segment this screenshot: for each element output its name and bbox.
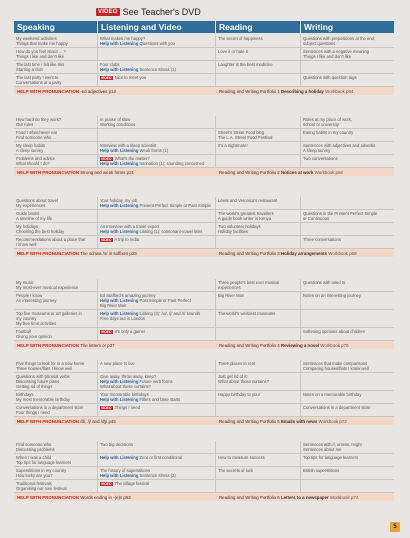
- portfolio-title: Emails with news: [280, 418, 318, 424]
- listening-text: What makes me happy?: [100, 36, 146, 41]
- pronunciation-section: [14, 170, 216, 175]
- reading-cell: Love it or hate it: [216, 48, 301, 60]
- pronunciation-bar: [14, 249, 394, 257]
- unit-block: [14, 279, 394, 349]
- speaking-cell: People I know An interesting journey: [14, 292, 98, 309]
- reading-cell: The secret of happiness: [216, 35, 301, 47]
- table-row: [14, 129, 394, 142]
- help-pronunciation-label: HELP WITH PRONUNCIATION: [17, 88, 80, 94]
- portfolio-label: Reading and Writing Portfolio 1: [219, 88, 280, 94]
- writing-cell: [301, 223, 394, 235]
- portfolio-label: Reading and Writing Portfolio 5: [219, 418, 280, 424]
- video-badge: VIDEO: [101, 482, 112, 486]
- table-row: [14, 142, 394, 155]
- listening-cell: [98, 48, 216, 60]
- speaking-cell: Conversations in a department store Four things I need: [14, 404, 98, 416]
- listening-cell: [98, 197, 216, 209]
- video-badge: VIDEO: [101, 406, 112, 410]
- portfolio-title: Letters to a newspaper: [280, 494, 329, 500]
- table-row: [14, 404, 394, 417]
- speaking-cell: Guide books A timeline of my life: [14, 210, 98, 222]
- table-row: [14, 328, 394, 341]
- help-with-listening-label: Help with Listening: [100, 298, 139, 303]
- portfolio-section: [216, 419, 394, 424]
- pronunciation-page: p13: [108, 88, 116, 94]
- reading-cell: The world's greatest travellers A guide book writer in Kenya: [216, 210, 301, 222]
- table-row: [14, 116, 394, 129]
- listening-cell: [98, 373, 216, 390]
- writing-cell: Two conversations: [303, 156, 338, 161]
- listening-text: What's the matter?: [113, 156, 150, 161]
- workbook-ref: Workbook p66: [314, 169, 343, 175]
- listening-cell: [98, 223, 216, 235]
- reading-cell: [216, 236, 301, 248]
- listening-text: Future verb forms: [138, 379, 173, 384]
- speaking-cell: Superstitions in my country How lucky are you?: [14, 467, 98, 479]
- listening-text: Two big decisions: [100, 442, 134, 447]
- table-row: [14, 35, 394, 48]
- help-pronunciation-label: HELP WITH PRONUNCIATION: [17, 169, 80, 175]
- reading-cell: The world's weirdest museums: [216, 310, 301, 327]
- listening-cell: [98, 454, 216, 466]
- listening-text: Nice to meet you: [113, 75, 147, 80]
- reading-cell: [216, 155, 301, 167]
- table-row: [14, 155, 394, 168]
- listening-text: What about these curtains?: [100, 384, 151, 389]
- listening-text: Free days out in London: [100, 316, 146, 321]
- listening-text: Sentence stress (2): [138, 473, 176, 478]
- listening-text: A trip to India: [113, 237, 139, 242]
- listening-text: Past Simple or Past Perfect: [138, 298, 191, 303]
- listening-text: Interview with a sleep scientist: [100, 143, 157, 148]
- table-row: [14, 310, 394, 328]
- dvd-note: [96, 6, 201, 18]
- listening-cell: [98, 210, 216, 222]
- portfolio-title: Notices at work: [280, 169, 314, 175]
- listening-text: Your memorable birthdays: [100, 392, 149, 397]
- portfolio-section: [216, 251, 394, 256]
- table-row: [14, 61, 394, 74]
- pronunciation-page: p45: [108, 418, 116, 424]
- speaking-cell: The last time I felt like this Starting a club: [14, 61, 98, 73]
- reading-cell: Lewis and Veronica's restaurant: [216, 197, 301, 209]
- reading-cell: Happy birthday to you!: [216, 391, 301, 403]
- listening-text: The village festival: [113, 481, 150, 486]
- table-row: [14, 454, 394, 467]
- writing-cell: Sentences with a negative meaning Things I like and don't like: [303, 49, 370, 59]
- listening-cell: [98, 467, 216, 479]
- video-badge: VIDEO: [98, 9, 118, 15]
- writing-cell: [301, 197, 394, 209]
- writing-cell: Conversations in a department store: [303, 405, 371, 410]
- listening-text: It's only a game!: [113, 329, 146, 334]
- reading-cell: [216, 404, 301, 416]
- table-row: [14, 360, 394, 373]
- speaking-cell: Questions about travel My experiences: [14, 197, 98, 209]
- pronunciation-topic: The letters or: [80, 342, 107, 348]
- speaking-cell: Find someone who Discussing problems: [14, 441, 98, 453]
- listening-text: Intonation (1): sounding concerned: [138, 161, 205, 166]
- listening-text: Ed Stafford's amazing journey: [100, 293, 156, 298]
- reading-cell: Just get rid of it! What about those curtains?: [216, 373, 301, 390]
- column-headers: [14, 21, 394, 33]
- table-row: [14, 197, 394, 210]
- table-row: [14, 391, 394, 404]
- speaking-cell: The last party I went to Conversations at a party: [14, 74, 98, 86]
- speaking-cell: Problems and advice What should I do?: [14, 155, 98, 167]
- listening-cell: [98, 129, 216, 141]
- help-pronunciation-label: HELP WITH PRONUNCIATION: [17, 250, 80, 256]
- speaking-cell: My holidays Choosing the best holiday: [14, 223, 98, 235]
- video-badge: VIDEO: [101, 157, 112, 161]
- table-row: [14, 279, 394, 292]
- speaking-cell: My music My most-ever musical experience: [14, 279, 98, 291]
- help-with-listening-label: Help with Listening: [100, 455, 139, 460]
- pronunciation-section: [14, 419, 216, 424]
- speaking-cell: When I was a child Top tips for language learners: [14, 454, 98, 466]
- unit-block: [14, 441, 394, 501]
- writing-cell: [301, 310, 394, 327]
- writing-cell: Questions in the Present Perfect Simple or Continuous: [303, 211, 378, 221]
- pronunciation-page: p21: [126, 169, 134, 175]
- table-row: [14, 74, 394, 87]
- writing-cell: Notes on a memorable birthday: [303, 392, 362, 397]
- reading-cell: It's a nightmare!: [216, 142, 301, 154]
- listening-cell: [98, 74, 216, 86]
- pronunciation-topic: /ð/, /j/ and /ʤ/: [80, 418, 108, 424]
- listening-cell: [98, 328, 216, 340]
- reading-cell: Big River Man: [216, 292, 301, 309]
- reading-cell: [216, 116, 301, 128]
- pronunciation-section: [14, 251, 216, 256]
- reading-cell: [216, 480, 301, 492]
- video-badge: VIDEO: [101, 76, 112, 80]
- reading-cell: [216, 74, 301, 86]
- help-with-listening-label: Help with Listening: [100, 203, 139, 208]
- table-row: [14, 210, 394, 223]
- listening-text: In praise of slow: [100, 117, 131, 122]
- listening-cell: [98, 404, 216, 416]
- listening-cell: [98, 116, 216, 128]
- table-row: [14, 48, 394, 61]
- listening-cell: [98, 441, 216, 453]
- writing-cell: Questions with question tags: [303, 75, 357, 80]
- listening-cell: [98, 155, 216, 167]
- reading-cell: Three people's best ever musical experiences: [216, 279, 301, 291]
- table-row: [14, 467, 394, 480]
- speaking-cell: Five things to look for in a new home Three houses/flats I know well: [14, 360, 98, 372]
- portfolio-section: [216, 170, 394, 175]
- listening-text: Give away, throw away, keep?: [100, 374, 157, 379]
- speaking-cell: Food I often/never eat Find someone who ...: [14, 129, 98, 141]
- pronunciation-page: p37: [107, 342, 115, 348]
- writing-cell: Questions with prepositions at the end; subject questions: [303, 36, 376, 46]
- speaking-cell: Top five museums or art galleries in my country My free time activities: [14, 310, 98, 327]
- col-speaking: Speaking: [14, 21, 98, 33]
- writing-cell: Rules at my place of work, school or university: [303, 117, 353, 127]
- listening-text: Linking (1): consonant-vowel links: [138, 229, 203, 234]
- writing-cell: Sentences with adjectives and adverbs A sleep survey: [303, 143, 376, 153]
- portfolio-section: [216, 495, 394, 500]
- pronunciation-bar: [14, 87, 394, 95]
- writing-cell: Softening opinions about children: [303, 329, 365, 334]
- dvd-note-text: See Teacher's DVD: [122, 7, 201, 17]
- reading-cell: [216, 328, 301, 340]
- pronunciation-page: p29: [129, 250, 137, 256]
- reading-cell: Laughter is the best medicine: [216, 61, 301, 73]
- listening-cell: [98, 61, 216, 73]
- listening-text: Questions with you: [138, 41, 175, 46]
- reading-cell: [216, 441, 301, 453]
- speaking-cell: Recommendations about a place that I know well: [14, 236, 98, 248]
- pronunciation-section: [14, 89, 216, 94]
- pronunciation-section: [14, 343, 216, 348]
- writing-cell: Top tips for language learners: [303, 455, 359, 460]
- pronunciation-bar: [14, 493, 394, 501]
- writing-cell: Questions with used to: [303, 280, 346, 285]
- help-pronunciation-label: HELP WITH PRONUNCIATION: [17, 494, 80, 500]
- listening-cell: [98, 360, 216, 372]
- portfolio-title: Holiday arrangements: [280, 250, 328, 256]
- pronunciation-topic: The schwa /ə/ in suffixes: [80, 250, 129, 256]
- pronunciation-bar: [14, 168, 394, 176]
- listening-cell: [98, 310, 216, 327]
- help-with-listening-label: Help with Listening: [100, 473, 139, 478]
- portfolio-title: Reviewing a novel: [280, 342, 320, 348]
- speaking-cell: Traditional festivals Organising our own festival: [14, 480, 98, 492]
- portfolio-section: [216, 343, 394, 348]
- listening-text: Four clubs: [100, 62, 120, 67]
- workbook-ref: Workbook p70: [320, 342, 349, 348]
- table-row: [14, 480, 394, 493]
- writing-cell: British superstitions: [303, 468, 340, 473]
- speaking-cell: My weekend activities Things that make me happy: [14, 35, 98, 47]
- help-pronunciation-label: HELP WITH PRONUNCIATION: [17, 418, 80, 424]
- help-with-listening-label: Help with Listening: [100, 379, 139, 384]
- reading-cell: Street's Street Food blog The L.A. Street Food Festival: [216, 129, 301, 141]
- writing-cell: Notes on an interesting journey: [303, 293, 361, 298]
- reading-cell: How to measure success: [216, 454, 301, 466]
- help-with-listening-label: Help with Listening: [100, 229, 139, 234]
- reading-cell: Three places to rent: [216, 360, 301, 372]
- listening-text: Big River Man: [100, 303, 127, 308]
- help-with-listening-label: Help with Listening: [100, 67, 139, 72]
- portfolio-label: Reading and Writing Portfolio 2: [219, 169, 280, 175]
- video-badge: VIDEO: [101, 330, 112, 334]
- portfolio-label: Reading and Writing Portfolio 6: [219, 494, 280, 500]
- col-writing: Writing: [304, 22, 334, 32]
- listening-text: Fillers and false starts: [138, 397, 181, 402]
- pronunciation-topic: Strong and weak forms: [80, 169, 126, 175]
- listening-text: Your holiday, my job: [100, 198, 138, 203]
- listening-text: An interview with a travel expert: [100, 224, 160, 229]
- listening-text: Sentence stress (1): [138, 67, 176, 72]
- pronunciation-section: [14, 495, 216, 500]
- listening-cell: [98, 35, 216, 47]
- listening-text: Zero or first conditional: [138, 455, 183, 460]
- unit-block: [14, 116, 394, 176]
- pronunciation-topic: -ed adjectives: [80, 88, 108, 94]
- help-with-listening-label: Help with Listening: [100, 397, 139, 402]
- listening-cell: [98, 236, 216, 248]
- table-row: [14, 236, 394, 249]
- pronunciation-topic: Words ending in -(e)s: [80, 494, 123, 500]
- reading-cell: The secrets of luck: [216, 467, 301, 479]
- help-with-listening-label: Help with Listening: [100, 148, 139, 153]
- portfolio-title: Describing a holiday: [280, 88, 324, 94]
- help-with-listening-label: Help with Listening: [100, 161, 139, 166]
- table-row: [14, 373, 394, 391]
- listening-text: The history of superstitions: [100, 468, 151, 473]
- listening-cell: [98, 292, 216, 309]
- table-row: [14, 292, 394, 310]
- speaking-cell: How do you feel about ... ? Things I like and don't like: [14, 48, 98, 60]
- help-pronunciation-label: HELP WITH PRONUNCIATION: [17, 342, 80, 348]
- writing-cell: Sentences that make comparisons Comparing houses/flats I know well: [303, 361, 369, 371]
- speaking-cell: Football Giving your opinion: [14, 328, 98, 340]
- listening-text: Linking (2): /w/, /j/ and /r/ sounds: [138, 311, 201, 316]
- help-with-listening-label: Help with Listening: [100, 41, 139, 46]
- workbook-ref: Workbook p74: [330, 494, 359, 500]
- pronunciation-page: p53: [123, 494, 131, 500]
- portfolio-label: Reading and Writing Portfolio 3: [219, 250, 280, 256]
- unit-block: [14, 360, 394, 425]
- listening-text: A new place to live: [100, 361, 135, 366]
- listening-cell: [98, 480, 216, 492]
- writing-cell: Sentences with if, unless, might Sentences about me: [303, 442, 362, 452]
- speaking-cell: How hard do they work? Our rules: [14, 116, 98, 128]
- workbook-ref: Workbook p72: [318, 418, 347, 424]
- workbook-ref: Workbook p64: [325, 88, 354, 94]
- listening-text: Things I need: [113, 405, 141, 410]
- listening-cell: [98, 391, 216, 403]
- writing-cell: Three conversations: [303, 237, 341, 242]
- speaking-cell: Birthdays My most memorable birthday: [14, 391, 98, 403]
- reading-cell: Two volunteer holidays Holiday facilities: [216, 223, 301, 235]
- col-reading: Reading: [216, 21, 301, 33]
- pronunciation-bar: [14, 341, 394, 349]
- listening-cell: [98, 142, 216, 154]
- speaking-cell: My sleep habits A sleep survey: [14, 142, 98, 154]
- table-row: [14, 441, 394, 454]
- workbook-ref: Workbook p68: [328, 250, 357, 256]
- listening-text: Working conditions: [100, 122, 136, 127]
- portfolio-section: [216, 89, 394, 94]
- help-with-listening-label: Help with Listening: [100, 311, 139, 316]
- portfolio-label: Reading and Writing Portfolio 4: [219, 342, 280, 348]
- col-listening: Listening and Video: [98, 21, 216, 33]
- writing-cell: [301, 480, 394, 492]
- page-number: 5: [390, 522, 400, 532]
- writing-cell: Eating habits in my country: [303, 130, 354, 135]
- unit-block: [14, 35, 394, 95]
- listening-text: Weak forms (1): [138, 148, 169, 153]
- table-row: [14, 223, 394, 236]
- unit-block: [14, 197, 394, 257]
- writing-cell: [301, 61, 394, 73]
- pronunciation-bar: [14, 417, 394, 425]
- speaking-cell: Questions with phrasal verbs Discussing future plans Getting rid of things: [14, 373, 98, 390]
- video-badge: VIDEO: [101, 238, 112, 242]
- listening-text: Present Perfect Simple or Past Simple: [138, 203, 211, 208]
- writing-cell: [301, 373, 394, 390]
- listening-cell: [98, 279, 216, 291]
